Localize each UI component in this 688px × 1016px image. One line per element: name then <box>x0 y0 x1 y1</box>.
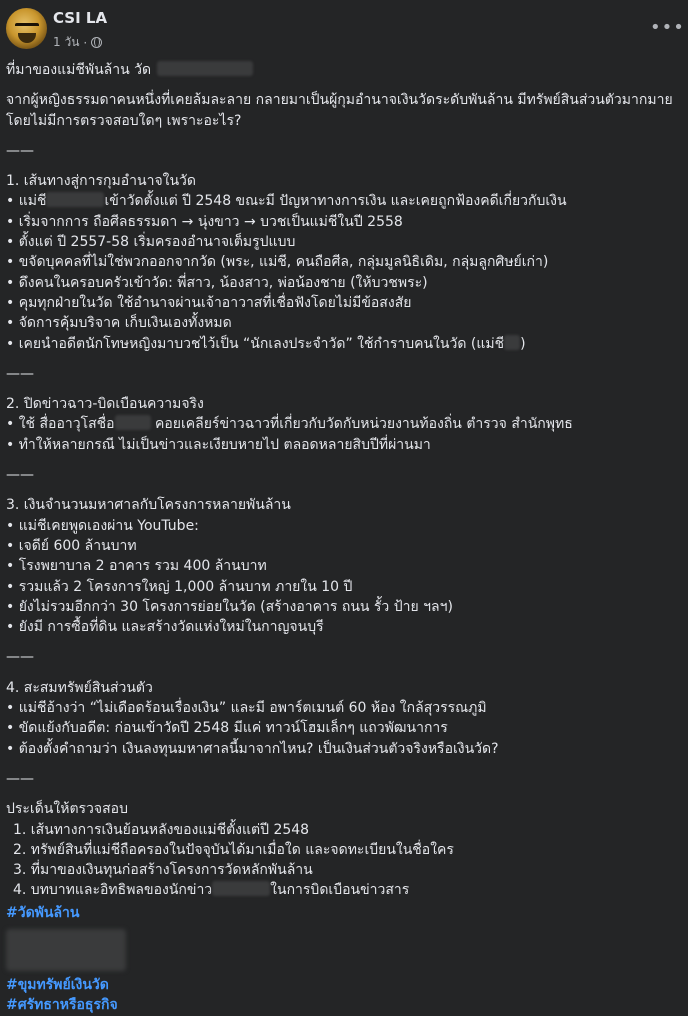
hashtag-line <box>6 975 682 995</box>
checklist-title: ประเด็นให้ตรวจสอบ <box>6 801 128 818</box>
meta-separator: · <box>83 35 88 50</box>
bullet: • ยังไม่รวมอีกกว่า 30 โครงการย่อยในวัด (สร้างอาคาร ถนน รั้ว ป้าย ฯลฯ) <box>6 598 453 615</box>
bullet-text: คอยเคลียร์ข่าวฉาวที่เกี่ยวกับวัดกับหน่วยงานท้องถิ่น ตำรวจ สำนักพุทธ <box>155 416 573 433</box>
redacted-text <box>157 61 253 76</box>
bullet: • ทำให้หลายกรณี ไม่เป็นข่าวและเงียบหายไป ตลอดหลายสิบปีที่ผ่านมา <box>6 436 431 453</box>
bullet-text: • ใช้ สื่ออาวุโสชื่อ <box>6 416 115 433</box>
post-body <box>6 60 682 1016</box>
bullet: • โรงพยาบาล 2 อาคาร รวม 400 ล้านบาท <box>6 558 267 575</box>
bullet: • รวมแล้ว 2 โครงการใหญ่ 1,000 ล้านบาท ภายใน 10 ปี <box>6 578 353 595</box>
bullet: • ยังมี การซื้อที่ดิน และสร้างวัดแห่งใหม่ในกาญจนบุรี <box>6 619 324 636</box>
section-1-title: 1. เส้นทางสู่การกุมอำนาจในวัด <box>6 173 197 190</box>
bullet-text: เข้าวัดตั้งแต่ ปี 2548 ขณะมี ปัญหาทางการเงิน และเคยถูกฟ้องคดีเกี่ยวกับเงิน <box>104 193 567 210</box>
divider: —— <box>6 649 34 666</box>
bullet-text: • เคยนำอดีตนักโทษหญิงมาบวชไว้เป็น “นักเลงประจำวัด” ใช้กำราบคนในวัด (แม่ชี <box>6 335 505 352</box>
bullet: • ต้องตั้งคำถามว่า เงินลงทุนมหาศาลนี้มาจากไหน? เป็นเงินส่วนตัวจริงหรือเงินวัด? <box>6 740 499 757</box>
section-4-title: 4. สะสมทรัพย์สินส่วนตัว <box>6 679 153 696</box>
redacted-text <box>212 881 270 896</box>
post-title <box>6 60 682 80</box>
bullet-text: • แม่ชี <box>6 193 47 210</box>
divider: —— <box>6 770 34 787</box>
bullet: • จัดการคุ้มบริจาค เก็บเงินเองทั้งหมด <box>6 315 232 332</box>
globe-icon[interactable] <box>91 37 102 48</box>
title-text: ที่มาของแม่ชีพันล้าน วัด <box>6 62 152 78</box>
avatar[interactable] <box>6 8 47 49</box>
post-meta <box>53 33 102 52</box>
post-header <box>0 0 688 60</box>
hashtag-line <box>6 903 682 923</box>
bullet: • เริ่มจากการ ถือศีลธรรมดา → นุ่งขาว → บวชเป็นแม่ชีในปี 2558 <box>6 213 403 230</box>
checklist-item: 1. เส้นทางการเงินย้อนหลังของแม่ชีตั้งแต่ปี 2548 <box>13 821 310 838</box>
more-options-button[interactable]: ••• <box>650 17 685 38</box>
divider: —— <box>6 365 34 382</box>
redacted-text <box>46 192 104 207</box>
section-3-title: 3. เงินจำนวนมหาศาลกับโครงการหลายพันล้าน <box>6 497 291 514</box>
bullet <box>6 334 682 354</box>
avatar-glasses <box>15 23 39 31</box>
bullet: • แม่ชีเคยพูดเองผ่าน YouTube: <box>6 517 199 534</box>
redacted-text <box>115 415 151 430</box>
hashtag-line <box>6 995 682 1015</box>
redacted-text <box>504 335 520 350</box>
divider: —— <box>6 142 34 159</box>
bullet <box>6 191 682 211</box>
checklist-item: 2. ทรัพย์สินที่แม่ชีถือครองในปัจจุบันได้มาเมื่อใด และจดทะเบียนในชื่อใคร <box>13 841 454 858</box>
bullet: • ขัดแย้งกับอดีต: ก่อนเข้าวัดปี 2548 มีแค่ ทาวน์โฮมเล็กๆ แถวพัฒนาการ <box>6 720 448 737</box>
bullet <box>6 414 682 434</box>
hashtag-link[interactable]: #ขุมทรัพย์เงินวัด <box>6 976 109 993</box>
avatar-beard <box>18 33 36 43</box>
checklist-item: 3. ที่มาของเงินทุนก่อสร้างโครงการวัดหลักพันล้าน <box>13 862 313 879</box>
bullet: • ขจัดบุคคลที่ไม่ใช่พวกออกจากวัด (พระ, แม่ชี, คนถือศีล, กลุ่มมูลนิธิเดิม, กลุ่มลูกศิษย์เก่า) <box>6 254 549 271</box>
hashtag-link[interactable]: #วัดพันล้าน <box>6 904 80 921</box>
hashtag-link[interactable]: #ศรัทธาหรือธุรกิจ <box>6 997 118 1014</box>
redacted-block <box>6 929 126 971</box>
author-name[interactable]: CSI LA <box>53 9 108 27</box>
intro-line-1: จากผู้หญิงธรรมดาคนหนึ่งที่เคยล้มละลาย กลายมาเป็นผู้กุมอำนาจเงินวัดระดับพันล้าน มีทรัพย์สินส่วนตัวมากมาย <box>6 92 673 109</box>
bullet: • คุมทุกฝ่ายในวัด ใช้อำนาจผ่านเจ้าอาวาสที่เชื่อฟังโดยไม่มีข้อสงสัย <box>6 294 412 311</box>
checklist-text: 4. บทบาทและอิทธิพลของนักข่าว <box>13 882 213 899</box>
checklist-text: ในการบิดเบือนข่าวสาร <box>270 882 410 899</box>
divider: —— <box>6 467 34 484</box>
checklist-item <box>6 880 682 900</box>
bullet: • ดึงคนในครอบครัวเข้าวัด: พี่สาว, น้องสาว, พ่อน้องชาย (ให้บวชพระ) <box>6 274 428 291</box>
bullet-text: ) <box>520 335 526 352</box>
intro-line-2: โดยไม่มีการตรวจสอบใดๆ เพราะอะไร? <box>6 112 242 129</box>
post-time[interactable]: 1 วัน <box>53 35 80 49</box>
bullet: • ตั้งแต่ ปี 2557-58 เริ่มครองอำนาจเต็มรูปแบบ <box>6 234 296 251</box>
bullet: • แม่ชีอ้างว่า “ไม่เดือดร้อนเรื่องเงิน” และมี อพาร์ตเมนต์ 60 ห้อง ใกล้สุวรรณภูมิ <box>6 700 487 717</box>
bullet: • เจดีย์ 600 ล้านบาท <box>6 537 137 554</box>
section-2-title: 2. ปิดข่าวฉาว-บิดเบือนความจริง <box>6 396 204 413</box>
